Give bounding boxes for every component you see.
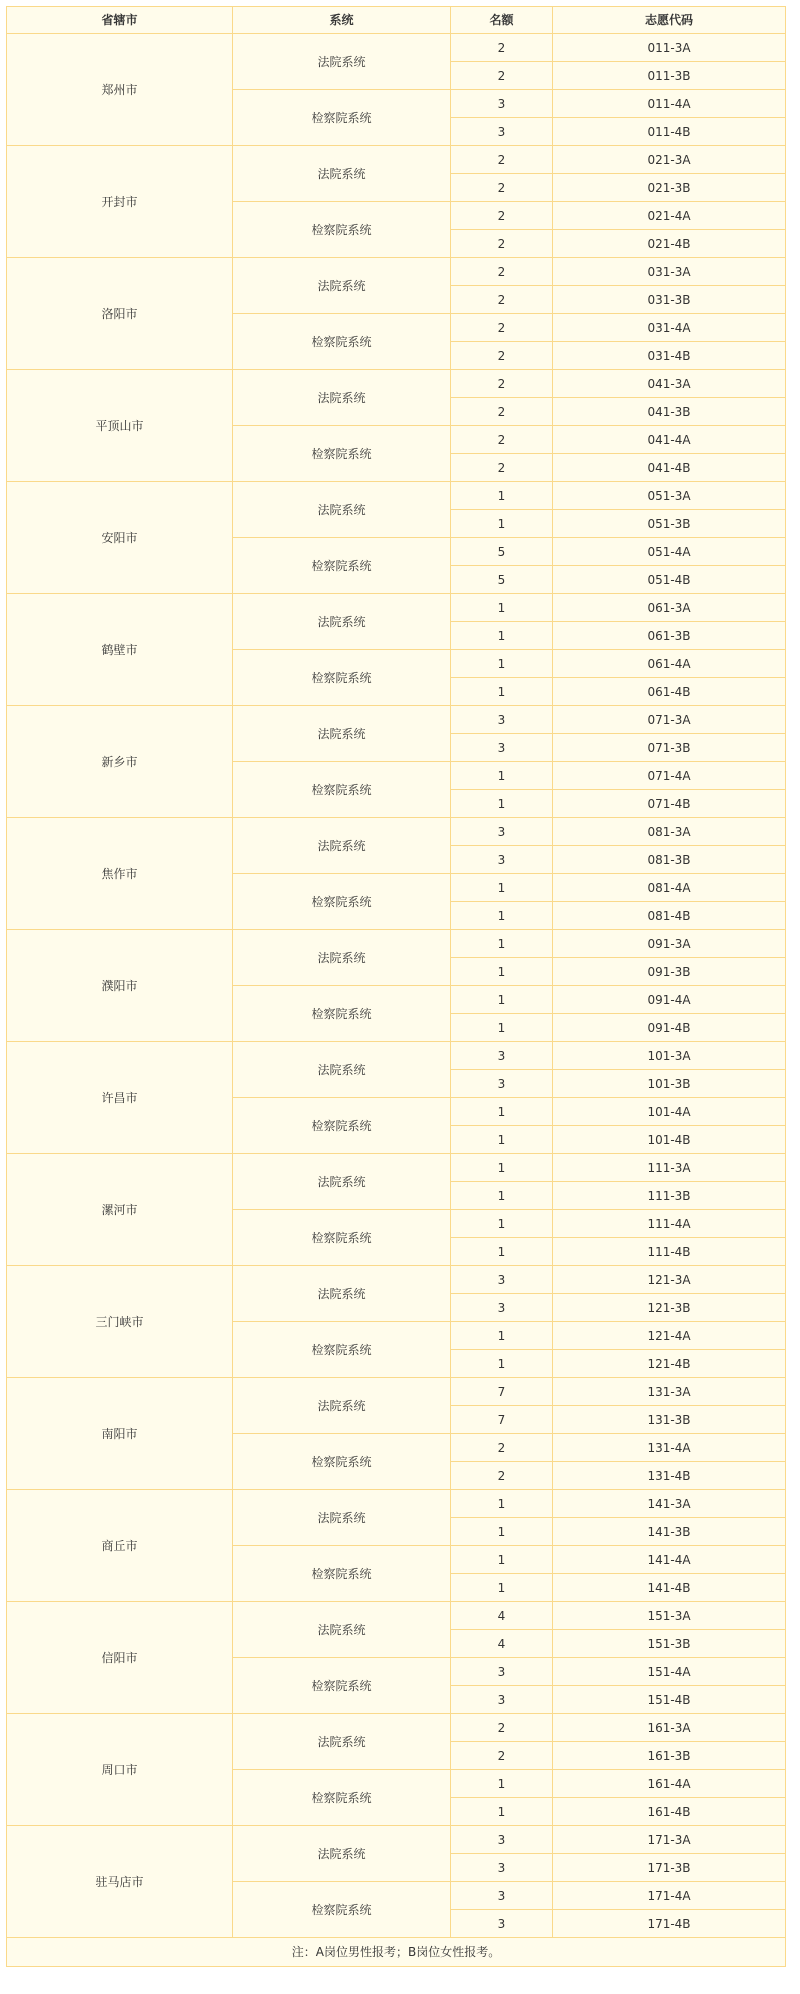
code-cell: 011-4B [553,118,786,146]
quota-cell: 2 [451,1434,553,1462]
quota-cell: 1 [451,1014,553,1042]
system-cell-court: 法院系统 [233,1490,451,1546]
code-cell: 061-4A [553,650,786,678]
quota-cell: 5 [451,566,553,594]
code-cell: 071-3A [553,706,786,734]
header-row [7,7,786,34]
code-cell: 111-4B [553,1238,786,1266]
quota-cell: 2 [451,1462,553,1490]
quota-cell: 1 [451,762,553,790]
quota-cell: 1 [451,482,553,510]
table-row [7,1154,786,1182]
code-cell: 171-4A [553,1882,786,1910]
city-cell: 漯河市 [7,1154,233,1266]
quota-cell: 2 [451,454,553,482]
quota-cell: 1 [451,1350,553,1378]
code-cell: 091-3A [553,930,786,958]
code-cell: 041-3A [553,370,786,398]
quota-cell: 4 [451,1602,553,1630]
code-cell: 121-4A [553,1322,786,1350]
city-cell: 许昌市 [7,1042,233,1154]
city-cell: 信阳市 [7,1602,233,1714]
quota-cell: 2 [451,1742,553,1770]
code-cell: 121-3A [553,1266,786,1294]
code-cell: 091-4B [553,1014,786,1042]
system-cell-procuratorate: 检察院系统 [233,1546,451,1602]
quota-cell: 1 [451,1518,553,1546]
quota-cell: 1 [451,622,553,650]
table-row [7,258,786,286]
system-cell-procuratorate: 检察院系统 [233,1210,451,1266]
city-cell: 安阳市 [7,482,233,594]
code-cell: 151-4B [553,1686,786,1714]
quota-cell: 3 [451,734,553,762]
quota-cell: 2 [451,1714,553,1742]
city-cell: 周口市 [7,1714,233,1826]
quota-cell: 2 [451,62,553,90]
system-cell-procuratorate: 检察院系统 [233,426,451,482]
code-cell: 101-4B [553,1126,786,1154]
quota-cell: 3 [451,1658,553,1686]
quota-cell: 1 [451,1098,553,1126]
system-cell-court: 法院系统 [233,594,451,650]
quota-cell: 3 [451,706,553,734]
system-cell-procuratorate: 检察院系统 [233,874,451,930]
code-cell: 071-3B [553,734,786,762]
code-cell: 091-4A [553,986,786,1014]
quota-cell: 1 [451,594,553,622]
code-cell: 041-4A [553,426,786,454]
quota-cell: 3 [451,1882,553,1910]
city-cell: 濮阳市 [7,930,233,1042]
city-cell: 新乡市 [7,706,233,818]
code-cell: 171-3A [553,1826,786,1854]
code-cell: 061-3A [553,594,786,622]
code-cell: 121-4B [553,1350,786,1378]
code-cell: 021-3B [553,174,786,202]
code-cell: 021-3A [553,146,786,174]
quota-cell: 5 [451,538,553,566]
quota-cell: 3 [451,1854,553,1882]
city-cell: 焦作市 [7,818,233,930]
quota-cell: 2 [451,398,553,426]
table-row [7,930,786,958]
table-row [7,1266,786,1294]
system-cell-court: 法院系统 [233,1602,451,1658]
quota-cell: 1 [451,1574,553,1602]
header-system: 系统 [233,7,451,34]
quota-cell: 2 [451,174,553,202]
system-cell-court: 法院系统 [233,1154,451,1210]
table-row [7,1378,786,1406]
code-cell: 051-3A [553,482,786,510]
code-cell: 171-3B [553,1854,786,1882]
code-cell: 061-3B [553,622,786,650]
code-cell: 131-3B [553,1406,786,1434]
system-cell-procuratorate: 检察院系统 [233,762,451,818]
quota-cell: 1 [451,1210,553,1238]
table-row [7,706,786,734]
code-cell: 141-4B [553,1574,786,1602]
code-cell: 011-3B [553,62,786,90]
code-cell: 041-4B [553,454,786,482]
code-cell: 011-3A [553,34,786,62]
city-cell: 平顶山市 [7,370,233,482]
system-cell-procuratorate: 检察院系统 [233,202,451,258]
system-cell-procuratorate: 检察院系统 [233,986,451,1042]
header-code: 志愿代码 [553,7,786,34]
quota-cell: 2 [451,202,553,230]
quota-cell: 3 [451,1266,553,1294]
system-cell-court: 法院系统 [233,706,451,762]
quota-cell: 3 [451,90,553,118]
code-cell: 161-3A [553,1714,786,1742]
code-cell: 131-4A [553,1434,786,1462]
quota-cell: 7 [451,1406,553,1434]
table-row [7,146,786,174]
quota-cell: 2 [451,342,553,370]
code-cell: 021-4A [553,202,786,230]
quota-cell: 3 [451,1070,553,1098]
quota-table [6,6,786,1967]
code-cell: 101-3B [553,1070,786,1098]
code-cell: 101-4A [553,1098,786,1126]
system-cell-procuratorate: 检察院系统 [233,314,451,370]
quota-cell: 2 [451,146,553,174]
code-cell: 131-3A [553,1378,786,1406]
quota-cell: 1 [451,958,553,986]
table-row [7,370,786,398]
table-row [7,594,786,622]
quota-cell: 1 [451,1182,553,1210]
table-body [7,34,786,1938]
system-cell-court: 法院系统 [233,370,451,426]
quota-cell: 2 [451,286,553,314]
note-row [7,1938,786,1967]
city-cell: 鹤壁市 [7,594,233,706]
quota-cell: 3 [451,1826,553,1854]
quota-cell: 2 [451,314,553,342]
city-cell: 商丘市 [7,1490,233,1602]
code-cell: 081-4A [553,874,786,902]
system-cell-court: 法院系统 [233,482,451,538]
quota-cell: 7 [451,1378,553,1406]
code-cell: 141-3B [553,1518,786,1546]
code-cell: 031-3A [553,258,786,286]
city-cell: 开封市 [7,146,233,258]
quota-cell: 3 [451,1294,553,1322]
code-cell: 051-3B [553,510,786,538]
system-cell-procuratorate: 检察院系统 [233,1322,451,1378]
city-cell: 南阳市 [7,1378,233,1490]
system-cell-court: 法院系统 [233,1378,451,1434]
code-cell: 021-4B [553,230,786,258]
system-cell-court: 法院系统 [233,258,451,314]
code-cell: 051-4A [553,538,786,566]
code-cell: 171-4B [553,1910,786,1938]
city-cell: 洛阳市 [7,258,233,370]
code-cell: 071-4A [553,762,786,790]
system-cell-court: 法院系统 [233,146,451,202]
code-cell: 041-3B [553,398,786,426]
system-cell-procuratorate: 检察院系统 [233,1770,451,1826]
quota-cell: 3 [451,846,553,874]
table-header [7,7,786,34]
table-row [7,34,786,62]
code-cell: 081-3A [553,818,786,846]
code-cell: 031-3B [553,286,786,314]
code-cell: 141-4A [553,1546,786,1574]
quota-cell: 1 [451,1770,553,1798]
quota-cell: 1 [451,1154,553,1182]
system-cell-procuratorate: 检察院系统 [233,1098,451,1154]
system-cell-court: 法院系统 [233,930,451,986]
city-cell: 郑州市 [7,34,233,146]
code-cell: 161-4B [553,1798,786,1826]
quota-cell: 2 [451,258,553,286]
quota-cell: 3 [451,818,553,846]
code-cell: 081-4B [553,902,786,930]
quota-cell: 1 [451,1126,553,1154]
quota-cell: 1 [451,650,553,678]
system-cell-procuratorate: 检察院系统 [233,538,451,594]
quota-cell: 1 [451,510,553,538]
system-cell-court: 法院系统 [233,1266,451,1322]
system-cell-court: 法院系统 [233,1714,451,1770]
code-cell: 081-3B [553,846,786,874]
quota-cell: 1 [451,986,553,1014]
code-cell: 111-3B [553,1182,786,1210]
city-cell: 驻马店市 [7,1826,233,1938]
system-cell-court: 法院系统 [233,818,451,874]
note-text: 注：A岗位男性报考；B岗位女性报考。 [7,1938,786,1967]
quota-cell: 2 [451,230,553,258]
table-row [7,1714,786,1742]
quota-cell: 1 [451,874,553,902]
quota-cell: 1 [451,790,553,818]
quota-cell: 1 [451,1546,553,1574]
code-cell: 111-3A [553,1154,786,1182]
quota-cell: 2 [451,426,553,454]
quota-cell: 4 [451,1630,553,1658]
code-cell: 051-4B [553,566,786,594]
quota-cell: 1 [451,902,553,930]
table-row [7,1490,786,1518]
code-cell: 101-3A [553,1042,786,1070]
quota-cell: 3 [451,118,553,146]
system-cell-procuratorate: 检察院系统 [233,1434,451,1490]
quota-cell: 1 [451,930,553,958]
table-row [7,482,786,510]
table-row [7,1602,786,1630]
code-cell: 141-3A [553,1490,786,1518]
quota-cell: 2 [451,370,553,398]
quota-cell: 1 [451,678,553,706]
header-city: 省辖市 [7,7,233,34]
header-quota: 名额 [451,7,553,34]
table-row [7,1826,786,1854]
code-cell: 031-4B [553,342,786,370]
table-row [7,818,786,846]
table-footer [7,1938,786,1967]
code-cell: 161-3B [553,1742,786,1770]
system-cell-court: 法院系统 [233,1826,451,1882]
code-cell: 091-3B [553,958,786,986]
quota-cell: 1 [451,1238,553,1266]
system-cell-procuratorate: 检察院系统 [233,1658,451,1714]
code-cell: 151-3B [553,1630,786,1658]
code-cell: 161-4A [553,1770,786,1798]
quota-cell: 1 [451,1322,553,1350]
code-cell: 131-4B [553,1462,786,1490]
quota-cell: 3 [451,1042,553,1070]
system-cell-procuratorate: 检察院系统 [233,1882,451,1938]
system-cell-procuratorate: 检察院系统 [233,90,451,146]
system-cell-procuratorate: 检察院系统 [233,650,451,706]
quota-cell: 3 [451,1910,553,1938]
system-cell-court: 法院系统 [233,1042,451,1098]
code-cell: 011-4A [553,90,786,118]
code-cell: 151-3A [553,1602,786,1630]
table-row [7,1042,786,1070]
city-cell: 三门峡市 [7,1266,233,1378]
code-cell: 061-4B [553,678,786,706]
quota-cell: 2 [451,34,553,62]
code-cell: 111-4A [553,1210,786,1238]
quota-cell: 1 [451,1798,553,1826]
quota-cell: 3 [451,1686,553,1714]
code-cell: 031-4A [553,314,786,342]
code-cell: 121-3B [553,1294,786,1322]
quota-cell: 1 [451,1490,553,1518]
system-cell-court: 法院系统 [233,34,451,90]
code-cell: 071-4B [553,790,786,818]
code-cell: 151-4A [553,1658,786,1686]
